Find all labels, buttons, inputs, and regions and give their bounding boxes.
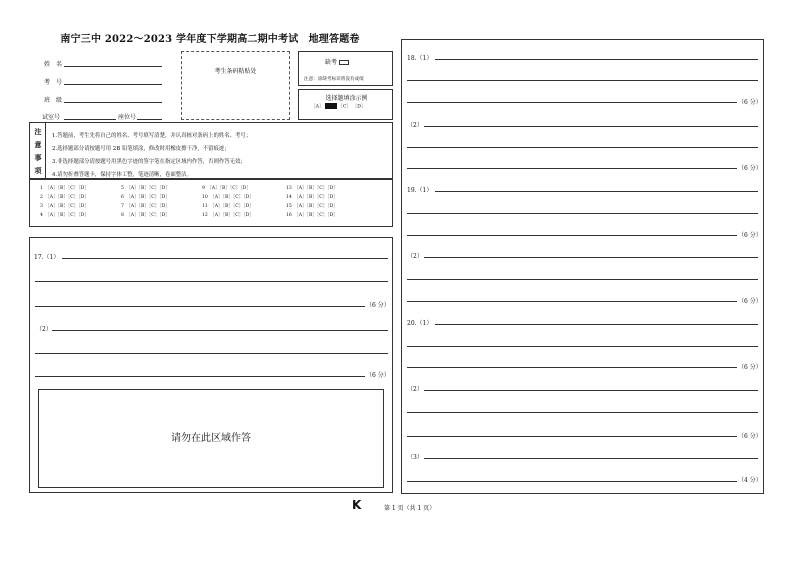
fill-example-d: ［D］ — [352, 104, 366, 110]
answer-line[interactable] — [407, 346, 758, 347]
fill-example-title: 选择题填涂示例 — [325, 95, 368, 102]
exam-no-field[interactable] — [64, 84, 162, 85]
answer-line[interactable] — [407, 147, 758, 148]
choice-row-item[interactable]: 8 ［A］［B］［C］［D］ — [121, 213, 170, 218]
answer-line[interactable] — [407, 367, 737, 368]
q18-part2-label: （2） — [407, 122, 423, 129]
notice-line: 2.选择题部分请按题号用 2B 铅笔填涂，修改时用橡皮擦干净，不留痕迹； — [52, 146, 230, 152]
name-field[interactable] — [64, 66, 162, 67]
choice-row-item[interactable]: 16 ［A］［B］［C］［D］ — [286, 213, 338, 218]
answer-line[interactable] — [424, 458, 758, 459]
answer-line[interactable] — [435, 59, 758, 60]
choice-row-item[interactable]: 12 ［A］［B］［C］［D］ — [202, 213, 254, 218]
answer-line[interactable] — [424, 257, 758, 258]
answer-line[interactable] — [35, 306, 365, 307]
choice-row-item[interactable]: 10 ［A］［B］［C］［D］ — [202, 195, 254, 200]
choice-row-item[interactable]: 9 ［A］［B］［C］［D］ — [202, 186, 251, 191]
answer-line[interactable] — [407, 102, 737, 103]
choice-row-item[interactable]: 4 ［A］［B］［C］［D］ — [40, 213, 89, 218]
no-answer-label: 请勿在此区域作答 — [171, 433, 251, 444]
answer-line[interactable] — [62, 258, 388, 259]
answer-line[interactable] — [407, 412, 758, 413]
notice-heading — [30, 123, 46, 178]
choice-row-item[interactable]: 7 ［A］［B］［C］［D］ — [121, 204, 170, 209]
q17-part2-score: （6 分） — [366, 372, 390, 379]
barcode-area — [181, 51, 290, 120]
absent-text: 缺考 — [325, 59, 338, 66]
room-field[interactable] — [64, 119, 116, 120]
absent-checkbox[interactable] — [339, 60, 349, 65]
choice-row-item[interactable]: 14 ［A］［B］［C］［D］ — [286, 195, 338, 200]
q18-part1-score: （6 分） — [738, 99, 762, 106]
choice-row-item[interactable]: 2 ［A］［B］［C］［D］ — [40, 195, 89, 200]
choice-row-item[interactable]: 13 ［A］［B］［C］［D］ — [286, 186, 338, 191]
notice-head-char: 意 — [34, 140, 42, 149]
right-answer-panel — [401, 39, 764, 494]
answer-line[interactable] — [435, 191, 758, 192]
answer-line[interactable] — [407, 436, 737, 437]
barcode-label: 考生条码粘贴处 — [214, 68, 257, 75]
q18-part2-score: （6 分） — [738, 165, 762, 172]
choice-row-item[interactable]: 6 ［A］［B］［C］［D］ — [121, 195, 170, 200]
notice-head-char: 事 — [34, 153, 42, 162]
seat-label: 座位号 — [118, 114, 137, 121]
answer-line[interactable] — [407, 168, 737, 169]
answer-line[interactable] — [407, 213, 758, 214]
q17-part2-label: （2） — [36, 326, 52, 333]
q19-part1-score: （6 分） — [738, 232, 762, 239]
answer-line[interactable] — [35, 281, 388, 282]
choice-row-item[interactable]: 1 ［A］［B］［C］［D］ — [40, 186, 89, 191]
answer-line[interactable] — [424, 126, 758, 127]
seat-field[interactable] — [137, 119, 162, 120]
room-label: 试室号 — [42, 114, 61, 121]
notice-head-char: 项 — [34, 166, 42, 175]
q20-part2-label: （2） — [407, 386, 423, 393]
answer-line[interactable] — [52, 330, 388, 331]
q18-part1-label: 18.（1） — [407, 55, 433, 62]
fill-example-a: ［A］ — [311, 104, 324, 110]
notice-box — [29, 122, 393, 179]
paper-mark: K — [352, 498, 362, 512]
choice-row-item[interactable]: 11 ［A］［B］［C］［D］ — [202, 204, 254, 209]
answer-line[interactable] — [424, 390, 758, 391]
choice-row-item[interactable]: 15 ［A］［B］［C］［D］ — [286, 204, 338, 209]
page-number: 第 1 页（共 1 页） — [384, 505, 436, 512]
fill-example-c: ［C］ — [338, 104, 352, 110]
answer-line[interactable] — [407, 235, 737, 236]
q17-part1-label: 17.（1） — [34, 254, 60, 261]
q17-part1-score: （6 分） — [366, 302, 390, 309]
notice-head-char: 注 — [34, 127, 42, 136]
q20-part3-score: （4 分） — [738, 477, 762, 484]
choice-grid — [29, 179, 393, 227]
notice-line: 3.非选择题部分请按题号用黑色字迹的签字笔在指定区域内作答，否则作答无效； — [52, 159, 246, 165]
notice-line: 4.请勿折叠答题卡，保持字体工整，笔迹清晰，卷面整洁。 — [52, 172, 192, 178]
answer-line[interactable] — [407, 80, 758, 81]
class-field[interactable] — [64, 102, 162, 103]
answer-line[interactable] — [35, 353, 388, 354]
answer-line[interactable] — [407, 481, 737, 482]
fill-example-box — [298, 89, 393, 120]
notice-line: 1.答题前，考生先将自己的姓名、考号填写清楚，并认真核对条码上的姓名、考号； — [52, 133, 252, 139]
answer-line[interactable] — [407, 301, 737, 302]
class-label: 班 级 — [44, 97, 63, 104]
absent-note: 注意：涂缺考标识将没有成绩 — [304, 77, 364, 82]
choice-row-item[interactable]: 5 ［A］［B］［C］［D］ — [121, 186, 170, 191]
name-label: 姓 名 — [44, 61, 63, 68]
filled-mark-icon — [325, 103, 337, 109]
fill-example-options — [311, 103, 366, 110]
absent-box — [298, 51, 393, 86]
choice-row-item[interactable]: 3 ［A］［B］［C］［D］ — [40, 204, 89, 209]
page-title: 南宁三中 2022～2023 学年度下学期高二期中考试 地理答题卷 — [60, 34, 360, 45]
no-answer-zone — [38, 389, 384, 488]
exam-no-label: 考 号 — [44, 79, 63, 86]
q20-part1-score: （6 分） — [738, 364, 762, 371]
q20-part1-label: 20.（1） — [407, 320, 433, 327]
absent-label — [325, 57, 349, 66]
q20-part3-label: （3） — [407, 454, 423, 461]
q19-part1-label: 19.（1） — [407, 187, 433, 194]
q19-part2-label: （2） — [407, 253, 423, 260]
q19-part2-score: （6 分） — [738, 298, 762, 305]
answer-line[interactable] — [435, 324, 758, 325]
q20-part2-score: （6 分） — [738, 433, 762, 440]
answer-line[interactable] — [35, 376, 365, 377]
answer-line[interactable] — [407, 279, 758, 280]
